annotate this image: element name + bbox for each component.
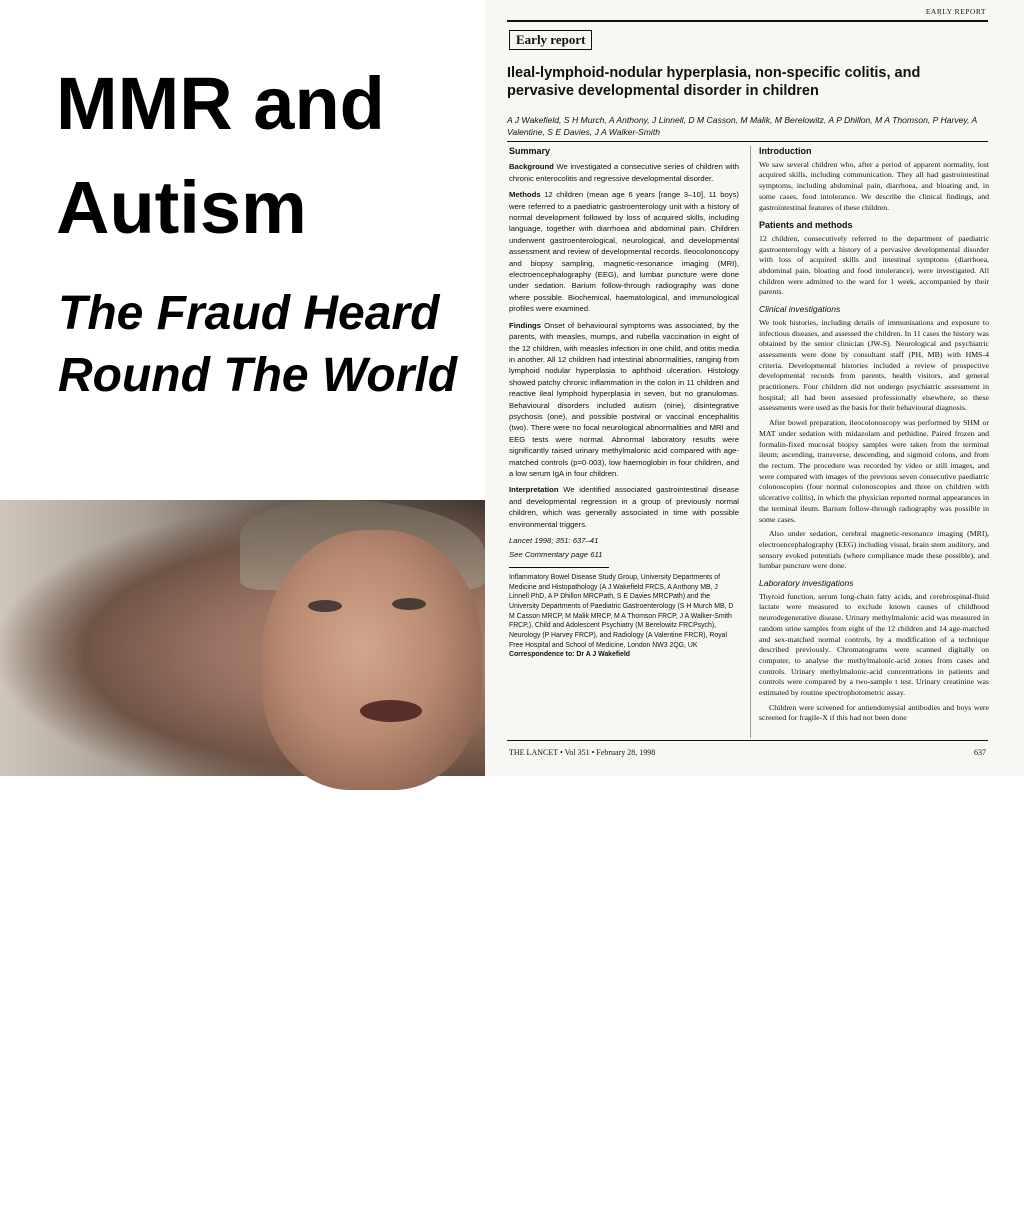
interpretation-paragraph [509, 484, 739, 530]
portrait-face [262, 530, 482, 790]
background-label: Background [509, 162, 554, 172]
interpretation-label: Interpretation [509, 485, 559, 495]
author-list: A J Wakefield, S H Murch, A Anthony, J Linnell, D M Casson, M Malik, M Berelowitz, A P Dhillon, M A Thomson, P Harvey, A Valentine, S E Davies, J A Walker-Smith [507, 115, 977, 137]
photo-caption: Dr. Andrew Wakefield [67, 1211, 238, 1230]
findings-text: Onset of behavioural symptoms was associated, by the parents, with measles, mumps, and rubella vaccination in eight of the 12 children, with measles infection in one child, and otitis media in another. All 12 children had intestinal abnormalities, ranging from lymphoid nodular hyperplasia to aphthoid ulceration. Histology showed patchy chronic inflammation in the colon in 11 children and reactive ileal lymphoid hyperplasia in seven, but no granulomas. Behavioural disorders included autism (nine), disintegrative psychosis (one), and possible postviral or vaccinal encephalitis (two). There were no focal neurological abnormalities and MRI and EEG tests were normal. Abnormal laboratory results were significantly raised urinary methylmalonic acid compared with age-matched controls (p=0·003), low haemoglobin in four children, and a low serum IgA in four children. [509, 320, 740, 478]
background-text: We investigated a consecutive series of children with chronic enterocolitis and regressive developmental disorder. [509, 162, 739, 183]
slide-title: MMR and Autism [56, 62, 385, 249]
laboratory-paragraph-2: Children were screened for antiendomysial antibodies and boys were screened for fragile-X if this had not been done [759, 702, 989, 723]
interpretation-text: We identified associated gastrointestinal disease and developmental regression in a group of previously normal children, which was generally associated in time with possible environmental triggers. [509, 485, 739, 529]
footer-rule [507, 740, 988, 741]
methods-label: Methods [509, 190, 541, 200]
slide-subtitle: The Fraud Heard Round The World [58, 287, 458, 402]
introduction-text: We saw several children who, after a period of apparent normality, lost acquired skills, including communication. They all had gastrointestinal symptoms, including abdominal pain, diarrhoea, and bloating and, in some cases, food intolerance. We describe the clinical findings, and gastrointestinal features of these children. [759, 159, 989, 212]
background-paragraph [509, 161, 739, 184]
portrait-left-eye [308, 600, 342, 612]
laboratory-paragraph-1: Thyroid function, serum long-chain fatty acids, and cerebrospinal-fluid lactate were measured to exclude known causes of childhood neurodegenerative disease. Urinary methylmalonic acid was measured in random urine samples from eight of the 12 children and 14 age-matched and sex-matched normal controls, by a modification of a technique described previously. Chromatograms were scanned digitally on computer, to analyse the methylmalonic-acid zones from cases and controls. Urinary methylmalonic-acid concentrations in patients and controls were compared by a two-sample t test. Urinary creatinine was estimated by routine spectrophotometric assay. [759, 591, 989, 698]
column-separator [750, 146, 751, 738]
body-column [759, 146, 989, 728]
author-affiliations: Inflammatory Bowel Disease Study Group, University Departments of Medicine and Histopathology (A J Wakefield FRCS, A Anthony MB, J Linnell PhD, A P Dhillon MRCPath, S E Davies MRCPath) and the University Departments of Paediatric Gastroenterology (S H Murch MB, D M Casson MRCP, M Malik MRCP, M A Thomson FRCP, J A Walker-Smith FRCP,), Child and Adolescent Psychiatry (M Berelowitz FRCPsych), Neurology (P Harvey FRCP), and Radiology (A Valentine FRCR), Royal Free Hospital and School of Medicine, London NW3 2QG, UK [509, 573, 734, 649]
journal-citation: Lancet 1998; 351: 637–41 [509, 536, 599, 545]
clinical-paragraph-2: After bowel preparation, ileocolonoscopy was performed by SHM or MAT under sedation with midazolam and pethidine. Paired frozen and formalin-fixed mucosal biopsy samples were taken from the terminal ileum; ascending, transverse, descending, and sigmoid colons, and from the rectum. The procedure was recorded by video or still images, and were compared with images of the previous seven consecutive paediatric colonoscopies (four normal colonoscopies and three on children with ulcerative colitis), in which the physician reported normal appearances in the terminal ileum. Barium follow-through radiography was possible in some cases. [759, 418, 989, 524]
correspondence [509, 650, 739, 660]
paper-scan [485, 0, 1024, 776]
slide-left-panel [0, 0, 485, 1230]
findings-paragraph [509, 320, 739, 480]
clinical-paragraph-1: We took histories, including details of immunisations and exposure to infectious diseases, and assessed the children. In 11 cases the history was obtained by the senior clinician (JW-S). Neurological and psychiatric assessments were done by consultant staff (PH, MB) with HMS-4 criteria. Developmental histories included a review of prospective developmental records from parents, health visitors, and general practitioners. Four children did not undergo psychiatric assessment in hospital; all had been assessed professionally elsewhere, so these assessments were used as the basis for their behavioural diagnosis. [759, 317, 989, 413]
patients-text: 12 children, consecutively referred to the department of paediatric gastroenterology with a history of a pervasive developmental disorder with loss of acquired skills and intestinal symptoms (diarrhoea, abdominal pain, bloating and food intolerance), were investigated. All children were admitted to the ward for 1 week, accompanied by their parents. [759, 233, 989, 297]
page-number: 637 [974, 748, 986, 757]
findings-label: Findings [509, 320, 542, 330]
patients-heading: Patients and methods [759, 220, 853, 231]
affiliation-rule [509, 567, 609, 568]
commentary-reference: See Commentary page 611 [509, 550, 603, 560]
running-head: EARLY REPORT [925, 7, 986, 16]
portrait-right-eye [392, 598, 426, 610]
introduction-heading: Introduction [759, 146, 812, 156]
portrait-mouth [360, 700, 422, 722]
summary-column [509, 146, 739, 660]
portrait-photo [0, 500, 485, 1230]
clinical-heading: Clinical investigations [759, 304, 841, 315]
methods-text: 12 children (mean age 6 years [range 3–10], 11 boys) were referred to a paediatric gastroenterology unit with a history of normal development followed by loss of acquired skills, including language, together with diarrhoea and abdominal pain. Children underwent gastroenterological, neurological, and developmental assessment and review of developmental records. Ileocolonoscopy and biopsy sampling, magnetic-resonance imaging (MRI), electroencephalography (EEG), and lumbar puncture were done under sedation. Barium follow-through radiography was done where possible. Biochemical, haematological, and immunological profiles were examined. [509, 190, 739, 314]
article-title: Ileal-lymphoid-nodular hyperplasia, non-specific colitis, and pervasive developmental disorder in children [507, 65, 921, 99]
methods-paragraph [509, 189, 739, 314]
correspondence-text: Correspondence to: Dr A J Wakefield [509, 651, 630, 659]
journal-footer: THE LANCET • Vol 351 • February 28, 1998 [509, 748, 656, 757]
section-label: Early report [509, 30, 592, 50]
header-rule [507, 141, 988, 142]
top-rule [507, 20, 988, 22]
summary-heading: Summary [509, 146, 551, 156]
clinical-paragraph-3: Also under sedation, cerebral magnetic-resonance imaging (MRI), electroencephalography (EEG) including visual, brain stem auditory, and sensory evoked potentials (where compliance made these possible), and lumbar puncture were done. [759, 529, 989, 571]
laboratory-heading: Laboratory investigations [759, 578, 854, 589]
